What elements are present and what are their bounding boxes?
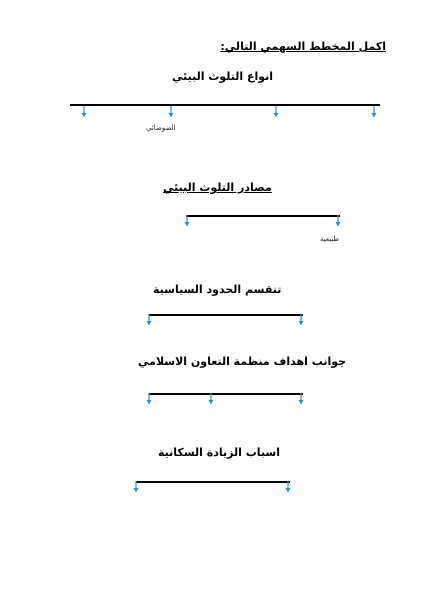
diagram-1-arrow-1 [80,106,88,118]
instruction-text: اكمل المخطط السهمي التالي: [220,40,386,53]
diagram-2-line [186,215,340,217]
diagram-3-arrow-1 [145,314,153,326]
diagram-1-arrow-2 [167,106,175,118]
diagram-4-line [149,393,303,395]
diagram-4-arrow-3 [297,393,305,405]
diagram-5-arrow-2 [284,481,292,493]
diagram-5-arrow-1 [132,481,140,493]
diagram-1-line [70,104,380,106]
diagram-4-title: جوانب اهداف منظمة التعاون الاسلامي [138,355,347,368]
diagram-5-title: اسباب الزيادة السكانية [158,446,280,459]
diagram-2-arrow-2 [334,215,342,227]
diagram-1-sample-label: الضوضائي [146,124,176,132]
diagram-3-arrow-2 [297,314,305,326]
diagram-4-arrow-2 [207,393,215,405]
diagram-1-arrow-4 [370,106,378,118]
diagram-1-arrow-3 [272,106,280,118]
diagram-1-title: انواع التلوث البيئي [172,70,274,83]
diagram-3-title: تنقسم الحدود السياسية [153,283,282,296]
diagram-2-title: مصادر التلوث البيئي [163,181,272,194]
diagram-2-sample-label: طبيعية [320,235,340,243]
diagram-5-line [136,481,290,483]
diagram-3-line [149,314,303,316]
diagram-2-arrow-1 [183,215,191,227]
diagram-4-arrow-1 [145,393,153,405]
